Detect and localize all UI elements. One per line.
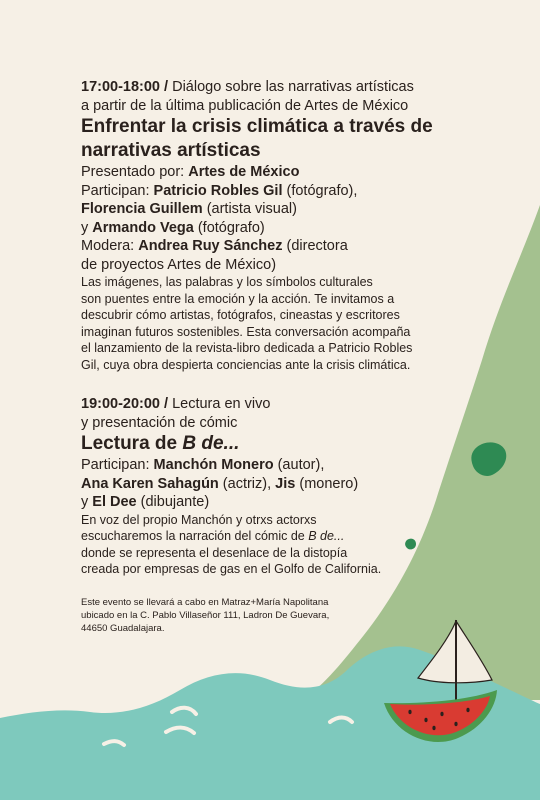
event1-body-6: Gil, cuya obra despierta conciencias ante la crisis climática. (81, 357, 411, 372)
presented-label: Presentado por: (81, 164, 189, 180)
participant-role: (artista visual) (202, 201, 297, 217)
participant-name: Patricio Robles Gil (153, 182, 283, 199)
participant-name: Jis (275, 475, 296, 492)
event1-desc-line2: a partir de la última publicación de Artes de México (81, 97, 409, 114)
event1-title-line1: Enfrentar la crisis climática a través de (81, 116, 433, 137)
moderator-name: Andrea Ruy Sánchez (138, 238, 283, 254)
participant-role: (dibujante) (136, 494, 210, 510)
event1-participants-2 (81, 200, 521, 219)
venue-line-2: ubicado en la C. Pablo Villaseñor 111, Ladron De Guevara, (81, 609, 330, 621)
event1-desc: Diálogo sobre las narrativas artísticas (168, 79, 414, 95)
event1-body-1: Las imágenes, las palabras y los símbolos culturales (81, 275, 373, 289)
participant-name: Ana Karen Sahagún (81, 475, 219, 492)
presenter-name: Artes de México (188, 164, 300, 180)
event2-participants-1 (81, 456, 521, 475)
event1-body-5: el lanzamiento de la revista-libro dedicada a Patricio Robles (81, 341, 413, 355)
event1-body-4: imaginan futuros sostenibles. Esta conversación acompaña (81, 324, 411, 339)
and-text: y (81, 494, 93, 510)
event2-title-text: Lectura de (81, 433, 183, 454)
event1-title-line2: narrativas artísticas (81, 140, 261, 161)
participant-name: Armando Vega (92, 219, 194, 236)
event2-body-3: donde se representa el desenlace de la distopía (81, 545, 348, 560)
event2-body-4: creada por empresas de gas en el Golfo de California. (81, 562, 382, 576)
participant-name: Florencia Guillem (81, 201, 203, 217)
participant-role: (fotógrafo), (282, 182, 358, 199)
event2-participants-3 (81, 493, 521, 512)
participant-role: (autor), (273, 457, 325, 473)
participant-name: El Dee (92, 494, 137, 510)
event1-time-line (81, 78, 521, 97)
event2-body-1: En voz del propio Manchón y otrxs actorxs (81, 512, 317, 527)
participant-name: Manchón Monero (153, 457, 274, 473)
event2-time: 19:00-20:00 / (81, 396, 169, 412)
moderator-role: (directora (282, 238, 348, 254)
participant-role: (fotógrafo) (193, 219, 265, 236)
event2-body-italic: B de... (308, 529, 345, 543)
participants-label: Participan: (81, 182, 154, 199)
moderator-label: Modera: (81, 238, 139, 254)
event1-body-2: son puentes entre la emoción y la acción. Te invitamos a (81, 291, 395, 306)
event-program (81, 78, 521, 635)
event1-body-3: descubrir cómo artistas, fotógrafos, cineastas y escritores (81, 308, 400, 322)
event1-participants-3 (81, 219, 521, 238)
event2-body-2 (81, 528, 521, 545)
event1-moderator-1 (81, 237, 521, 256)
event1-presented (81, 163, 521, 182)
event2-participants-2 (81, 475, 521, 494)
event2-body-text: escucharemos la narración del cómic de (81, 529, 309, 543)
venue-line-1: Este evento se llevará a cabo en Matraz+María Napolitana (81, 596, 329, 608)
event2-time-line (81, 395, 521, 414)
participants-label: Participan: (81, 457, 154, 473)
event2-title-italic: B de... (182, 433, 240, 454)
event2-desc-line2: y presentación de cómic (81, 414, 238, 431)
participant-role: (actriz), (218, 475, 276, 492)
venue-line-3: 44650 Guadalajara. (81, 622, 165, 634)
event2-title (81, 432, 521, 456)
participant-role: (monero) (295, 475, 359, 492)
event1-participants-1 (81, 182, 521, 201)
and-text: y (81, 219, 93, 236)
event1-moderator-2: de proyectos Artes de México) (81, 256, 277, 273)
event1-time: 17:00-18:00 / (81, 79, 169, 95)
event2-desc: Lectura en vivo (168, 396, 271, 412)
